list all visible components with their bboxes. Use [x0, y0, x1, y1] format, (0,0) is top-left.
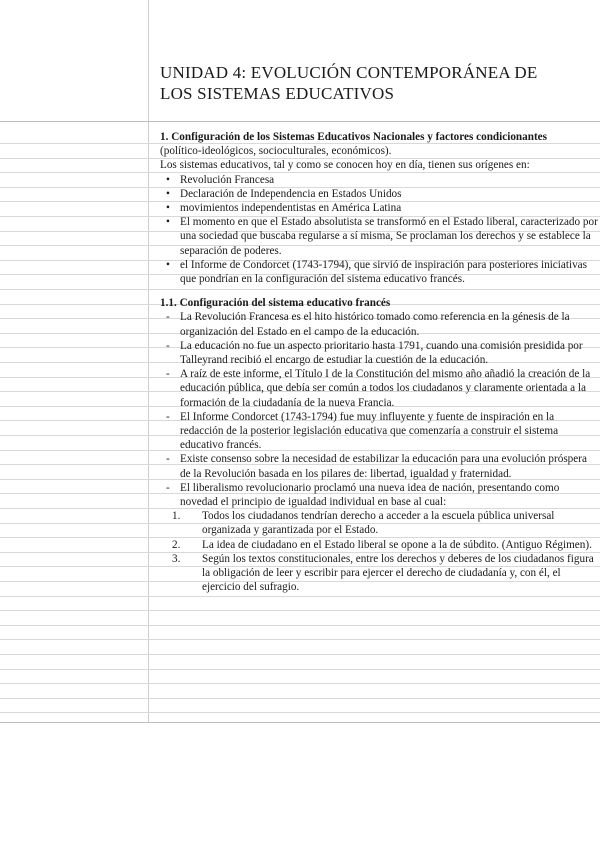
ruled-line — [0, 610, 600, 611]
bullet-marker: • — [166, 187, 170, 200]
dash-marker: - — [166, 339, 170, 352]
list-item: - La educación no fue un aspecto prioritario hasta 1791, cuando una comisión presidida por Talleyrand recibió el encargo de estudiar la cuestión de la educación. — [166, 339, 583, 367]
list-item: - La Revolución Francesa es el hito histórico tomado como referencia en la génesis de la organización del Estado en el campo de la educación. — [166, 311, 570, 338]
bullet-marker: • — [166, 202, 170, 215]
notes-content — [160, 130, 598, 595]
dash-marker: - — [166, 311, 170, 324]
ruled-line — [0, 596, 600, 597]
header-divider — [0, 121, 600, 122]
dash-marker: - — [166, 453, 170, 466]
ruled-line — [0, 654, 600, 655]
number-marker: 1. — [172, 510, 181, 523]
unit-title-line-2: LOS SISTEMAS EDUCATIVOS — [160, 84, 395, 103]
ruled-line — [0, 669, 600, 670]
ruled-line — [0, 639, 600, 640]
bottom-divider — [0, 722, 600, 723]
dash-marker: - — [166, 481, 170, 494]
list-item: • Declaración de Independencia en Estados Unidos — [166, 187, 402, 200]
equality-principles-list — [160, 509, 598, 594]
ruled-line — [0, 698, 600, 699]
section-1-heading: 1. Configuración de los Sistemas Educativos Nacionales y factores condicionantes — [160, 131, 548, 143]
origins-list — [160, 173, 598, 287]
number-marker: 2. — [172, 538, 181, 551]
ruled-line — [0, 683, 600, 684]
list-item: • el Informe de Condorcet (1743-1794), que sirvió de inspiración para posteriores iniciativas que pondrían en la configuración del sistema educativo francés. — [166, 258, 587, 286]
bullet-marker: • — [166, 216, 170, 229]
list-item: - A raíz de este informe, el Título I de la Constitución del mismo año añadió la creación de la educación pública, que debía ser común a todos los ciudadanos y claramente orientada a la formación de la ciudadanía de la nueva Francia. — [166, 368, 591, 409]
section-1-1-heading: 1.1. Configuración del sistema educativo francés — [160, 297, 391, 310]
french-system-list — [160, 310, 598, 509]
dash-marker: - — [166, 368, 170, 381]
section-1-intro: Los sistemas educativos, tal y como se conocen hoy en día, tienen sus orígenes en: — [160, 159, 530, 172]
ruled-line — [0, 712, 600, 713]
list-item: 3. Según los textos constitucionales, entre los derechos y deberes de los ciudadanos figura la obligación de leer y escribir para ejercer el derecho de ciudadanía y, con él, el ejercicio del sufragio. — [172, 552, 594, 594]
list-item: 1. Todos los ciudadanos tendrían derecho a acceder a la escuela pública universal organizada y garantizada por el Estado. — [172, 510, 555, 537]
ruled-line — [0, 625, 600, 626]
list-item: • Revolución Francesa — [166, 173, 275, 186]
unit-title-line-1: UNIDAD 4: EVOLUCIÓN CONTEMPORÁNEA DE — [160, 63, 538, 82]
number-marker: 3. — [172, 552, 181, 565]
unit-title — [160, 62, 580, 104]
list-item: - Existe consenso sobre la necesidad de estabilizar la educación para una evolución próspera de la Revolución basada en los pilares de: libertad, igualdad y fraternidad. — [166, 453, 587, 480]
bullet-marker: • — [166, 173, 170, 186]
list-item: • movimientos independentistas en América Latina — [166, 202, 402, 215]
list-item: - El Informe Condorcet (1743-1794) fue muy influyente y fuente de inspiración en la redacción de la posterior legislación educativa que comenzaría a construir el sistema educativo francés. — [166, 410, 559, 452]
dash-marker: - — [166, 410, 170, 423]
margin-line — [148, 0, 149, 722]
bullet-marker: • — [166, 258, 170, 271]
list-item: - El liberalismo revolucionario proclamó una nueva idea de nación, presentando como novedad el principio de igualdad individual en base al cual: — [166, 481, 560, 509]
list-item: 2. La idea de ciudadano en el Estado liberal se opone a la de súbdito. (Antiguo Régimen). — [172, 538, 592, 551]
list-item: • El momento en que el Estado absolutista se transformó en el Estado liberal, caracterizado por una sociedad que buscaba regularse a sí misma, Se proclaman los derechos y se establece la separación de poderes. — [166, 216, 598, 257]
section-1-subheading: (político-ideológicos, socioculturales, económicos). — [160, 145, 392, 158]
